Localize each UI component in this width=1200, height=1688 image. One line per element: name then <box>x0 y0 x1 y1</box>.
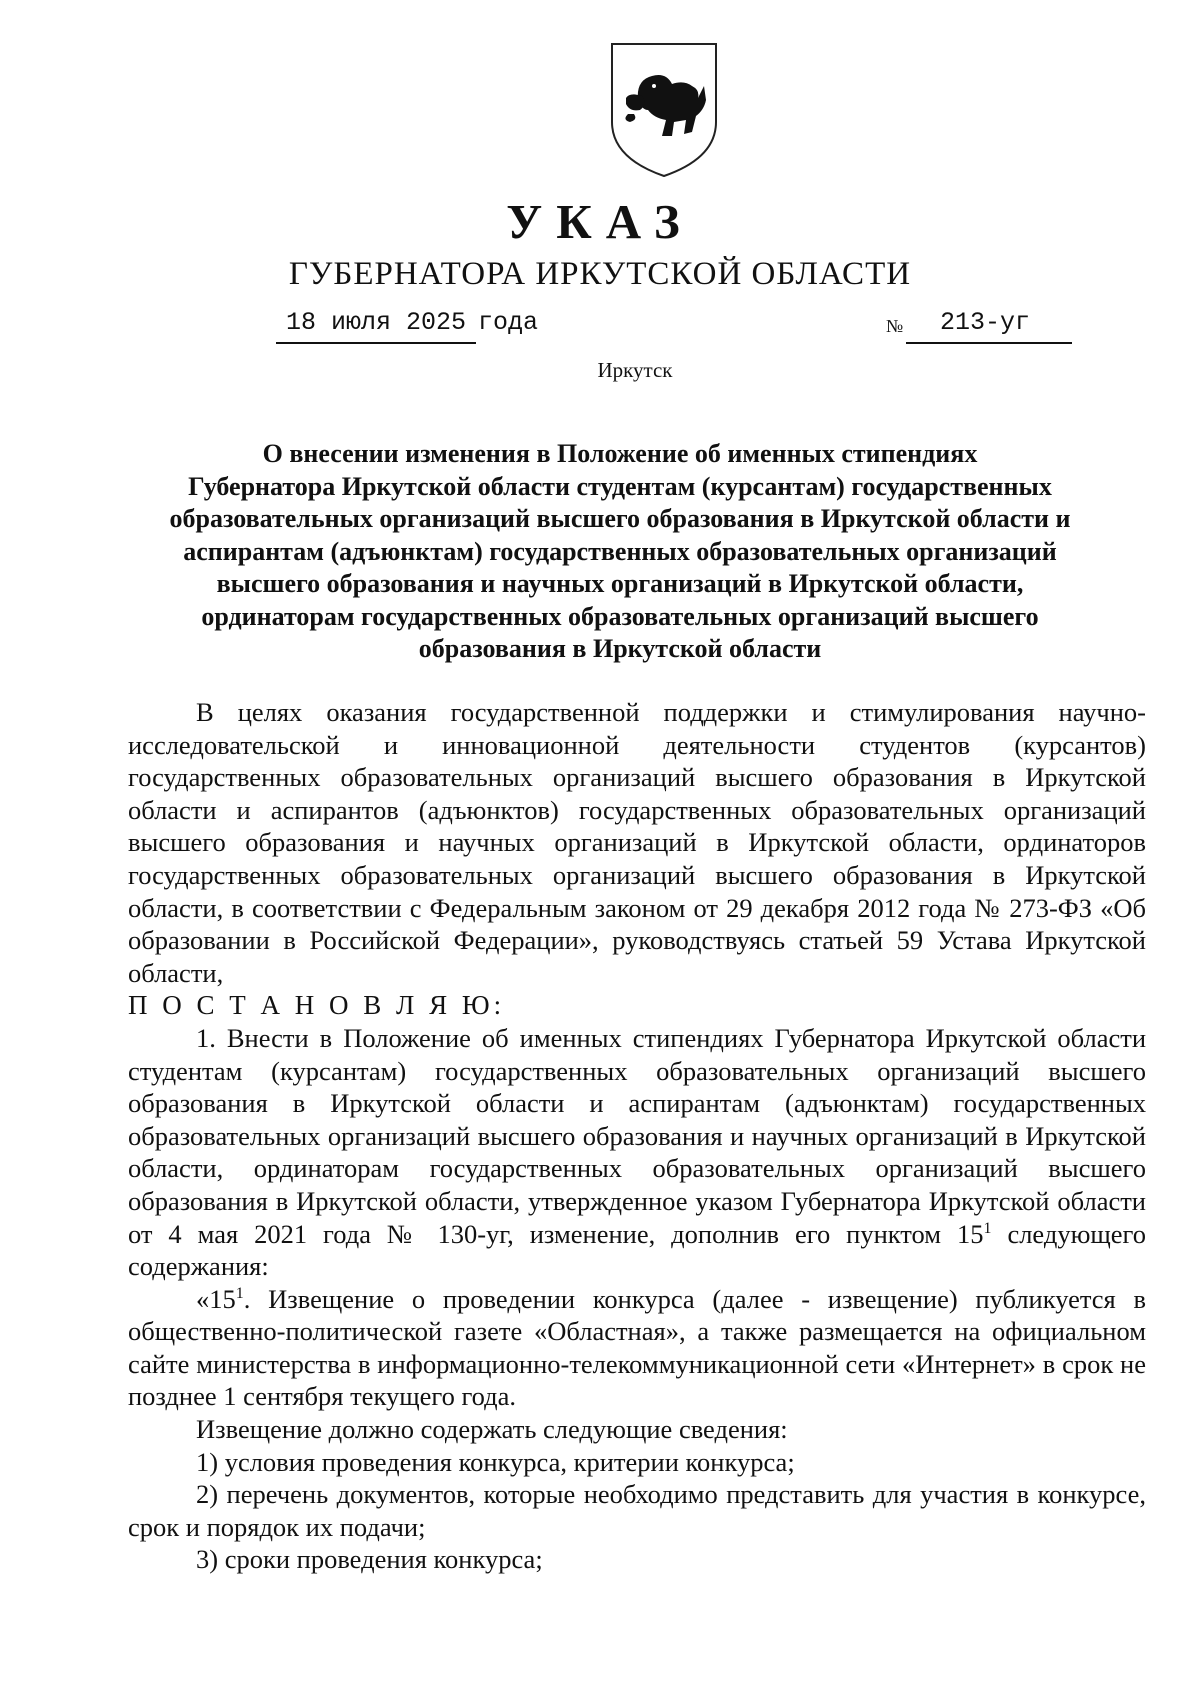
item-1-text: 1. Внести в Положение об именных стипендиях Губернатора Иркутской области студентам (курсантам) государственных образовательных организаций высшего образования в Иркутской области и аспирантам (адъюнктам) государственных образовательных организаций высшего образования и научных организаций в Иркутской области, ординаторам государственных образовательных организаций высшего образования в Иркутской области, утвержденное указом Губернатора Иркутской области от 4 мая 2021 года № 130-уг, изменение, дополнив его пунктом 15 <box>128 1022 1146 1249</box>
document-date: 18 июля 2025 <box>286 308 467 337</box>
quote-open: «15 <box>196 1283 236 1314</box>
quote-superscript: 1 <box>235 1284 244 1302</box>
issuer-title: ГУБЕРНАТОРА ИРКУТСКОЙ ОБЛАСТИ <box>288 256 912 292</box>
notice-intro: Извещение должно содержать следующие сведения: <box>196 1414 788 1445</box>
document-number: 213-уг <box>940 308 1031 337</box>
item-1-paragraph <box>128 1022 1146 1283</box>
decree-word: П О С Т А Н О В Л Я Ю: <box>128 990 506 1021</box>
heading-line: образовательных организаций высшего образования в Иркутской области и <box>169 504 1071 533</box>
heading-line: Губернатора Иркутской области студентам (курсантам) государственных <box>188 471 1052 501</box>
document-body <box>128 696 1146 1576</box>
heading-line: высшего образования и научных организаций в Иркутской области, <box>216 569 1024 598</box>
list-item: 1) условия проведения конкурса, критерии конкурса; <box>196 1446 795 1477</box>
heading-line: ординаторам государственных образовательных организаций высшего <box>201 601 1039 631</box>
document-heading <box>140 438 1100 666</box>
quoted-clause-paragraph <box>128 1283 1146 1413</box>
list-item: 3) сроки проведения конкурса; <box>196 1544 543 1575</box>
item-1-tail: следующего содержания: <box>128 1218 1146 1282</box>
quote-text: . Извещение о проведении конкурса (далее - извещение) публикуется в общественно-политической газете «Областная», а также размещается на официальном сайте министерства в информационно-телекоммуникационной сети «Интернет» в срок не позднее 1 сентября текущего года. <box>128 1283 1146 1412</box>
date-suffix: года <box>478 308 539 337</box>
number-label: № <box>886 316 904 336</box>
document-title: УКАЗ <box>506 194 694 249</box>
item-1-superscript: 1 <box>983 1219 992 1237</box>
heading-line: аспирантам (адъюнктам) государственных образовательных организаций <box>183 536 1057 566</box>
list-item: 2) перечень документов, которые необходимо представить для участия в конкурсе, срок и порядок их подачи; <box>128 1479 1146 1542</box>
heading-line: образования в Иркутской области <box>418 634 822 663</box>
preamble-paragraph: В целях оказания государственной поддержки и стимулирования научно-исследовательской и инновационной деятельности студентов (курсантов) государственных образовательных организаций высшего образования в Иркутской области и аспирантов (адъюнктов) государственных образовательных организаций высшего образования и научных организаций в Иркутской области, ординаторов государственных образовательных организаций высшего образования в Иркутской области, в соответствии с Федеральным законом от 29 декабря 2012 года № 273-ФЗ «Об образовании в Российской Федерации», руководствуясь статьей 59 Устава Иркутской области, <box>128 697 1146 988</box>
irkutsk-coat-of-arms-emblem <box>608 40 720 180</box>
document-city: Иркутск <box>597 358 673 382</box>
heading-line: О внесении изменения в Положение об именных стипендиях <box>262 439 978 468</box>
